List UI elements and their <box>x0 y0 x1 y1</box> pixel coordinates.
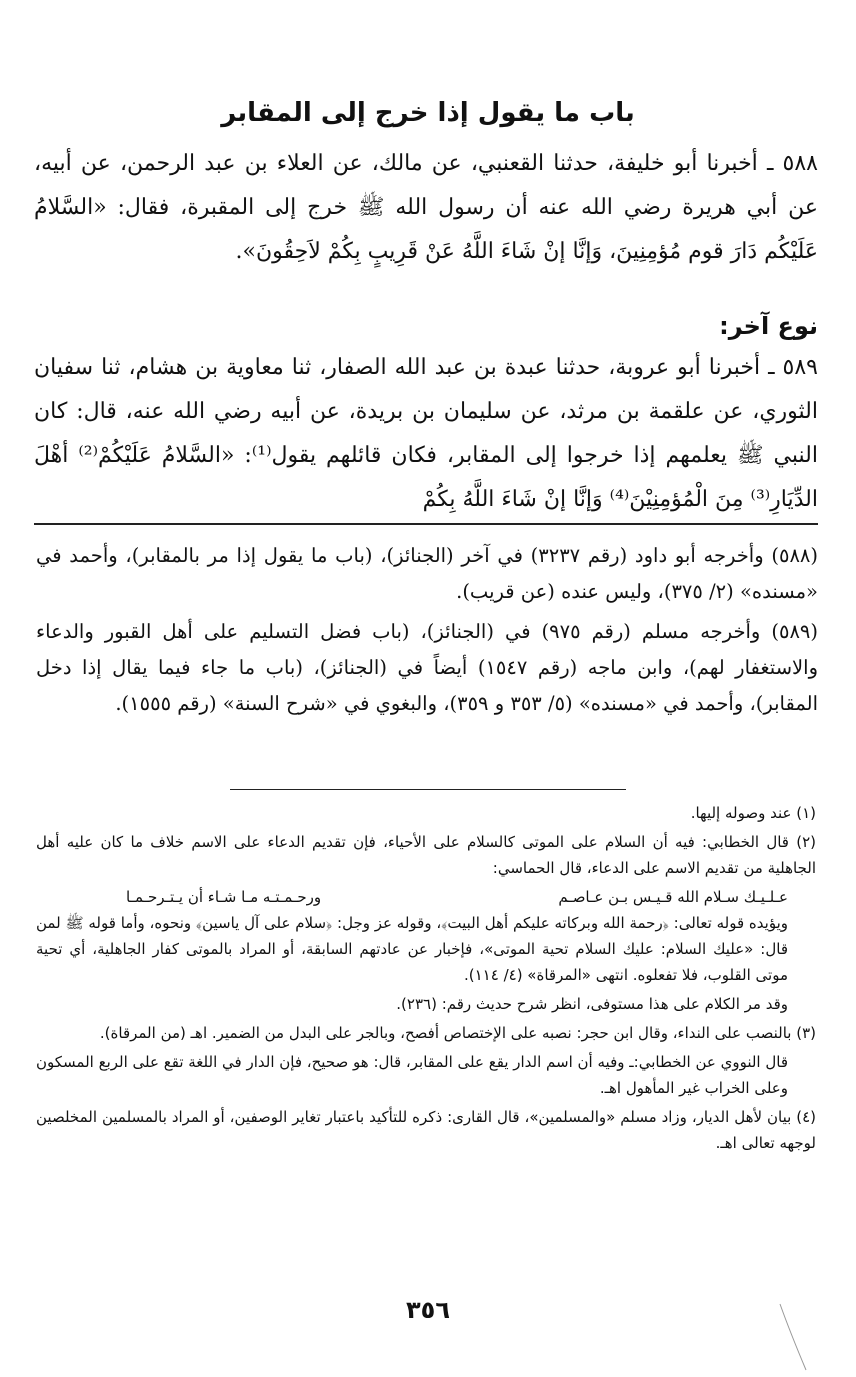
hadith-588 <box>34 142 818 274</box>
note-588: (٥٨٨) وأخرجه أبو داود (رقم ٣٢٣٧) في آخر (الجنائز)، (باب ما يقول إذا مر بالمقابر)، وأحمد في «مسنده» (٢/ ٣٧٥)، وليس عنده (عن قريب). <box>36 544 819 603</box>
footnote-2: (٢) قال الخطابي: فيه أن السلام على الموتى كالسلام على الأحياء، فإن تقديم الدعاء على الاسم خلاف ما كان عليه أهل الجاهلية من تقديم الاسم على الدعاء، قال الحماسي: <box>36 833 816 877</box>
footnote-4: (٤) بيان لأهل الديار، وزاد مسلم «والمسلمين»، قال القارى: ذكره للتأكيد باعتبار تغاير الوصفين، أو المراد بالمسلمين المخلصين لوجهه تعالى اهـ. <box>36 1108 816 1152</box>
verse-second-hemistich: ورحـمـتـه مـا شـاء أن يـتـرحـمـا <box>126 888 322 906</box>
hadith-588-text: ٥٨٨ ـ أخبرنا أبو خليفة، حدثنا القعنبي، عن مالك، عن العلاء بن عبد الرحمن، عن أبيه، عن أبي هريرة رضي الله عنه أن رسول الله ﷺ خرج إلى المقبرة، فقال: «السَّلامُ عَلَيْكُم دَارَ قوم مُؤمِنِينَ، وَإنَّا إنْ شَاءَ اللَّهُ عَنْ قَرِيبٍ بِكُمْ لاَحِقُونَ». <box>34 151 818 264</box>
section-heading: نوع آخر: <box>719 312 818 340</box>
scan-edge-mark <box>778 1302 810 1374</box>
poetry-verse <box>36 884 816 910</box>
footnote-3-continued: قال النووي عن الخطابي:ـ وفيه أن اسم الدار يقع على المقابر، قال: هو صحيح، فإن الدار في اللغة تقع على الربع المسكون وعلى الخراب غير المأهول اهـ. <box>36 1053 788 1097</box>
footnotes <box>36 800 816 1159</box>
footnote-1: (١) عند وصوله إليها. <box>690 804 816 822</box>
hadith-589-text: ٥٨٩ ـ أخبرنا أبو عروبة، حدثنا عبدة بن عبد الله الصفار، ثنا معاوية بن هشام، ثنا سفيان الثوري، عن علقمة بن مرثد، عن سليمان بن بريدة، عن أبيه رضي الله عنه، قال: كان النبي ﷺ يعلمهم إذا خرجوا إلى المقابر، فكان قائلهم يقول⁽¹⁾: «السَّلامُ عَلَيْكُمْ⁽²⁾ أهْلَ الدِّيَارِ⁽³⁾ مِنَ الْمُؤمِنِيْنَ⁽⁴⁾ وَإنَّا إنْ شَاءَ اللَّهُ بِكُمْ <box>34 355 818 512</box>
page-number: ٣٥٦ <box>406 1296 450 1324</box>
footnote-divider <box>230 789 626 790</box>
footnote-2-reference: وقد مر الكلام على هذا مستوفى، انظر شرح حديث رقم: (٢٣٦). <box>396 995 788 1013</box>
main-divider <box>34 523 818 525</box>
footnote-2-continued: ويؤيده قوله تعالى: ﴿رحمة الله وبركاته عليكم أهل البيت﴾، وقوله عز وجل: ﴿سلام على آل ياسين﴾ ونحوه، وأما قوله ﷺ لمن قال: «عليك السلام: عليك السلام تحية الموتى»، فإخبار عن عادتهم السابقة، أو المراد بالموتى كفار الجاهلية، أي تحية موتى القلوب، فلا تفعلوه. انتهى «المرقاة» (٤/ ١١٤). <box>36 914 788 984</box>
takhrij-notes <box>36 538 818 726</box>
verse-first-hemistich: عـلـيـك سـلام الله قـيـس بـن عـاصـم <box>558 888 788 906</box>
footnote-3: (٣) بالنصب على النداء، وقال ابن حجر: نصبه على الإختصاص أفصح، وبالجر على البدل من الضمير. اهـ (من المرقاة). <box>99 1024 816 1042</box>
chapter-title: باب ما يقول إذا خرج إلى المقابر <box>221 98 635 128</box>
note-589: (٥٨٩) وأخرجه مسلم (رقم ٩٧٥) في (الجنائز)، (باب فضل التسليم على أهل القبور والدعاء والاستغفار لهم)، وابن ماجه (رقم ١٥٤٧) أيضاً في (الجنائز)، (باب ما جاء فيما يقال إذا دخل المقابر)، وأحمد في «مسنده» (٥/ ٣٥٣ و ٣٥٩)، والبغوي في «شرح السنة» (رقم ١٥٥٥). <box>36 620 818 715</box>
hadith-589 <box>34 346 818 522</box>
